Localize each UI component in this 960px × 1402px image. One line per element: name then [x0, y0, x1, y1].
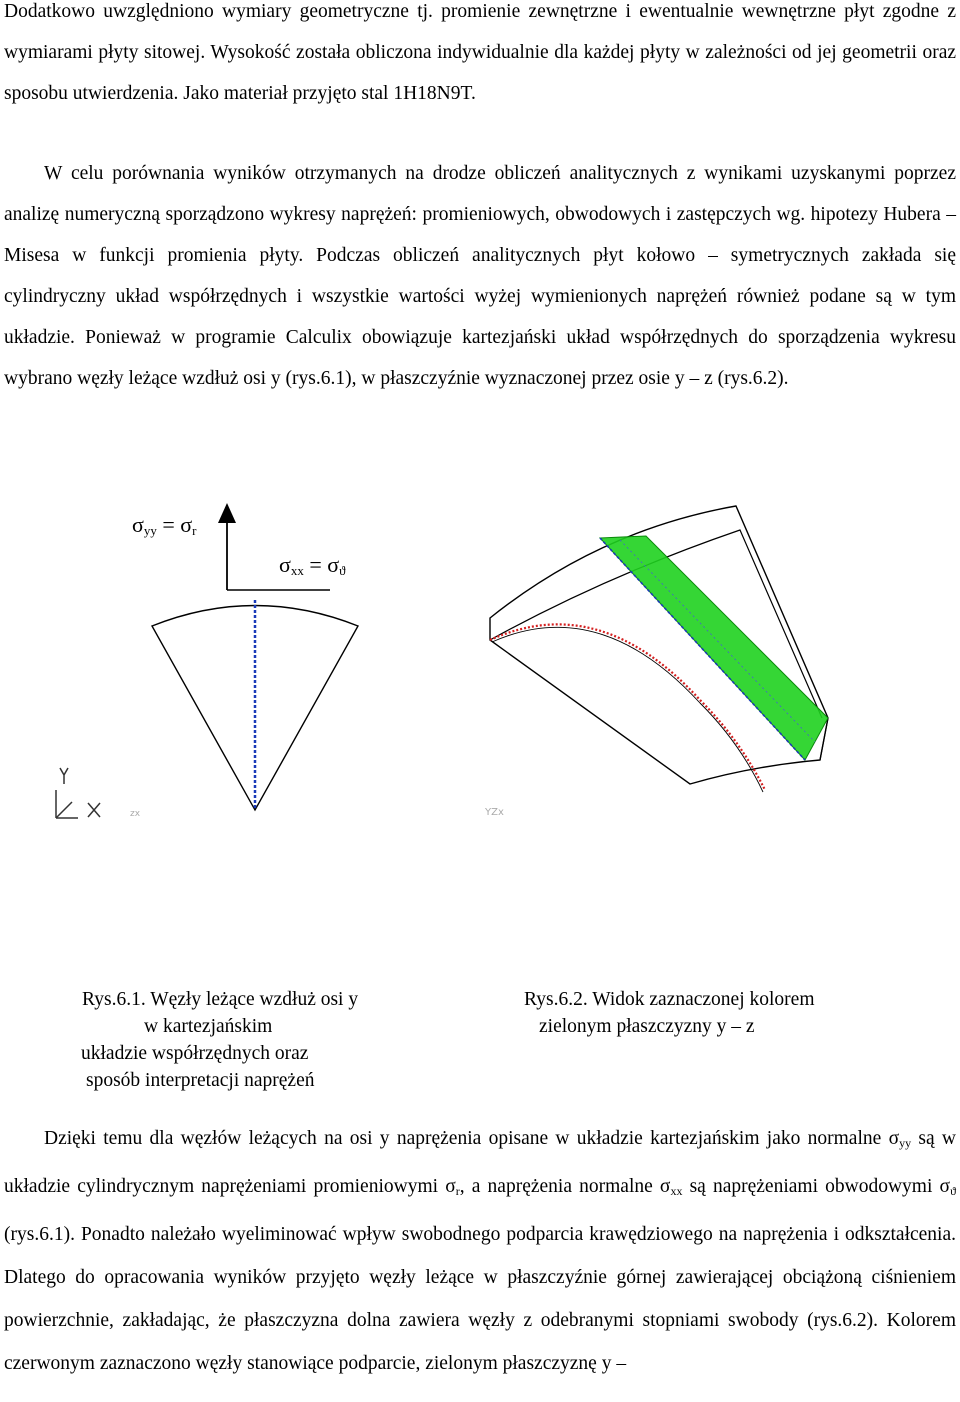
- label-sigma-yy-r: $\sigma_{yy} = \sigma_r$: [132, 512, 197, 538]
- caption-fig-6-1: Rys.6.1. Węzły leżące wzdłuż osi y w kartezjańskim układzie współrzędnych oraz sposób interpretacji naprężeń: [81, 989, 359, 1091]
- segment-faint-label: YZx: [485, 807, 504, 818]
- paragraph-3: Dzięki temu dla węzłów leżących na osi y naprężenia opisane w układzie kartezjańskim jako normalne $\sigma_{yy}$ są w układzie cylindrycznym naprężeniami promieniowymi $\sigma_r$, a naprężenia normalne $\sigma_{xx}$ są naprężeniami obwodowymi $\sigma_ϑ$ (rys.6.1). Ponadto należało wyeliminować wpływ swobodnego podparcia krawędziowego na naprężenia i odkształcenia. Dlatego do opracowania wyników przyjęto węzły leżące w płaszczyźnie górnej zawierającej obciążoną ciśnieniem powierzchnie, zakładając, że płaszczyzna dolna zawiera węzły z odebranymi stopniami swobody (rys.6.2). Kolorem czerwonym zaznaczono węzły stanowiące podparcie, zielonym płaszczyznę y –: [4, 1128, 957, 1374]
- figure-6-1-sector: [152, 600, 358, 810]
- label-sigma-xx-theta: $\sigma_{xx} = \sigma_ϑ$: [279, 552, 346, 578]
- coordinate-triad-icon: [56, 768, 100, 818]
- paragraph-2-text: W celu porównania wyników otrzymanych na drodze obliczeń analitycznych z wynikami uzyskanymi poprzez analizę numeryczną sporządzono wykresy naprężeń: promieniowych, obwodowych i zastępczych wg. hipotezy Hubera – Misesa w funkcji promienia płyty. Podczas obliczeń analitycznych płyt kołowo – symetrycznych zakłada się cylindryczny układ współrzędnych i wszystkie wartości wyżej wymienionych naprężeń również podane są w tym układzie. Ponieważ w programie Calculix obowiązuje kartezjański układ współrzędnych do sporządzenia wykresu wybrano węzły leżące wzdłuż osi y (rys.6.1), w płaszczyźnie wyznaczonej przez osie y – z (rys.6.2).: [4, 163, 956, 389]
- caption-fig-6-2: Rys.6.2. Widok zaznaczonej kolorem zielonym płaszczyzny y – z: [524, 989, 815, 1037]
- figure-6-2-segment: [490, 506, 828, 792]
- paragraph-1: Dodatkowo uwzględniono wymiary geometryczne tj. promienie zewnętrzne i ewentualnie wewnętrzne płyt zgodne z wymiarami płyty sitowej. Wysokość została obliczona indywidualnie dla każdej płyty w zależności od jej geometrii oraz sposobu utwierdzenia. Jako materiał przyjęto stal 1H18N9T.: [4, 1, 956, 104]
- triad-faint-label: zx: [130, 809, 141, 819]
